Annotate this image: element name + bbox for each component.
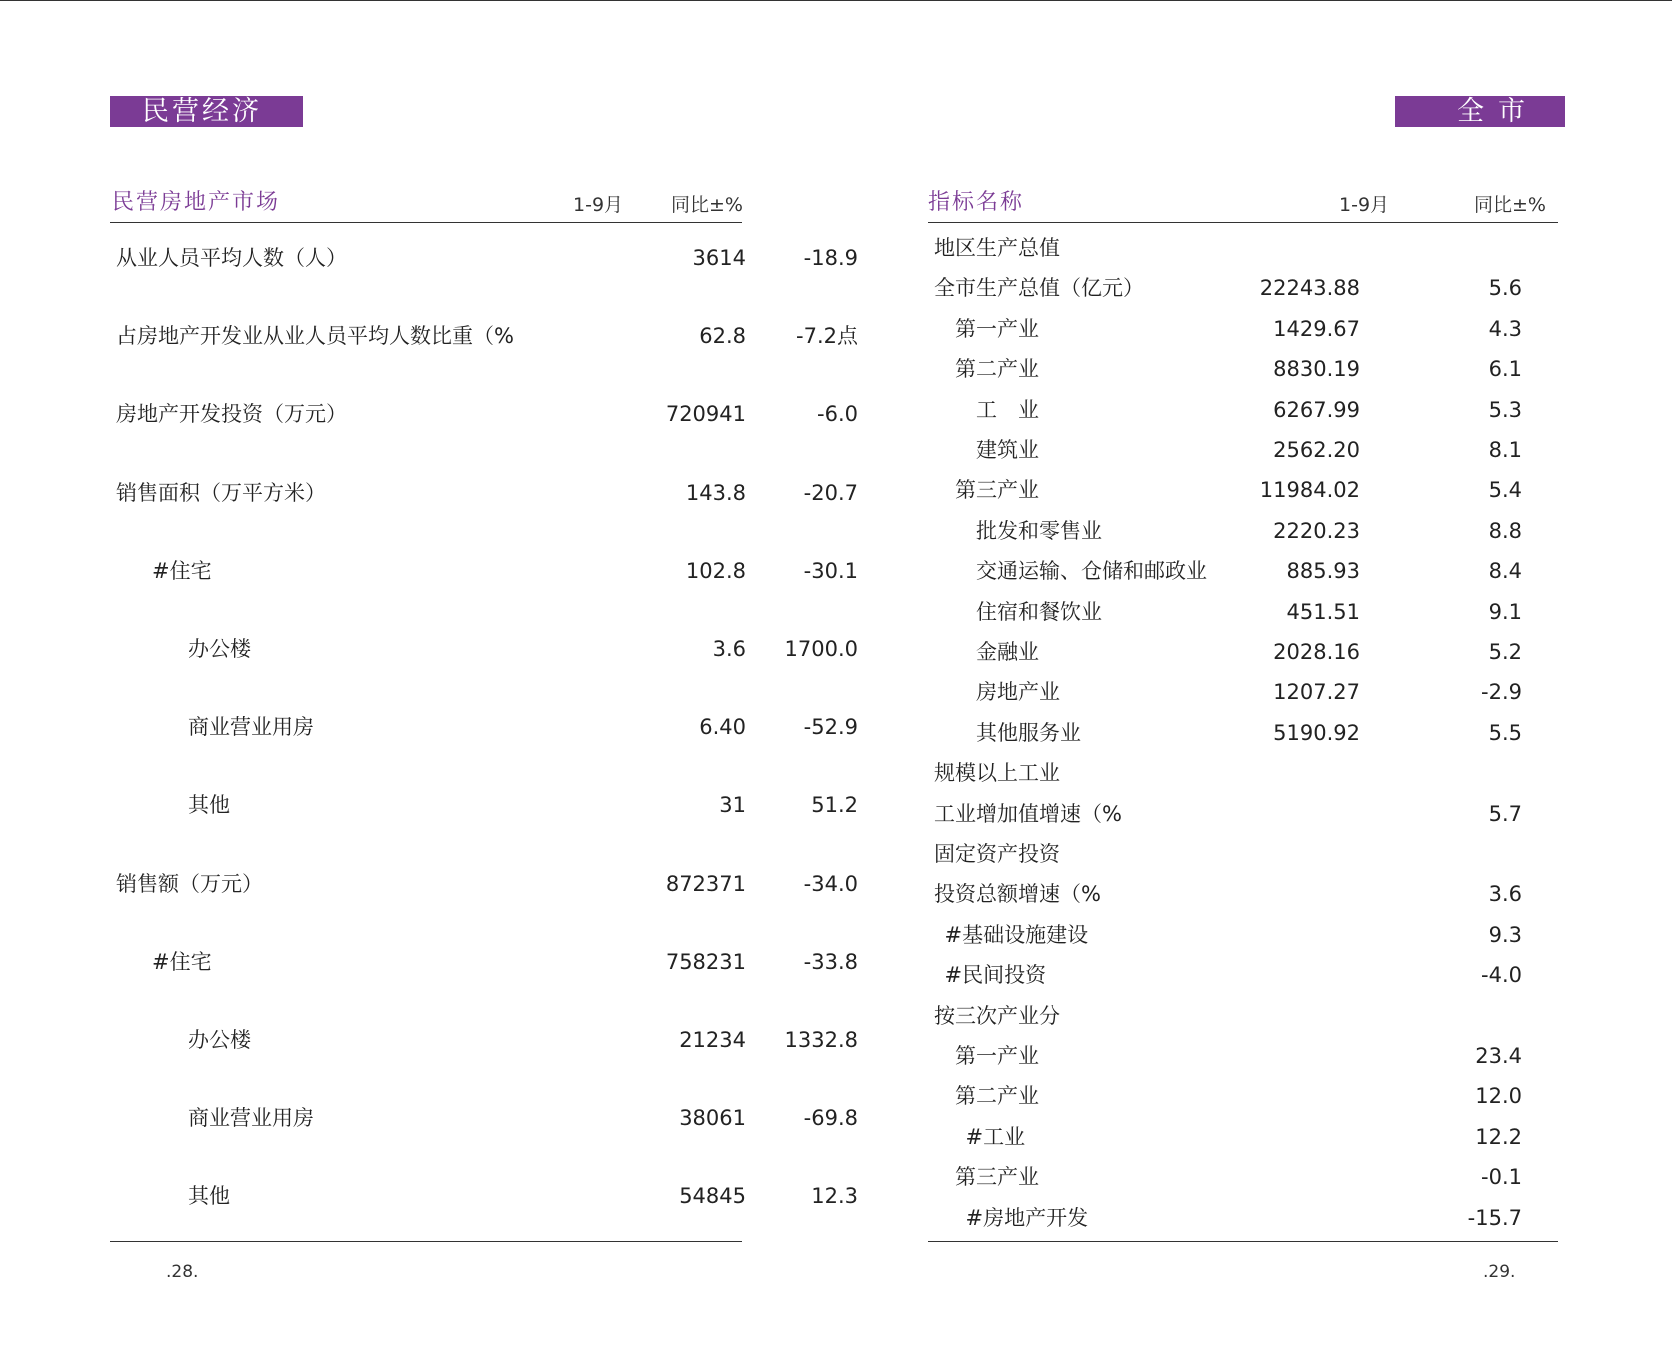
row-value-yoy xyxy=(1360,996,1522,1036)
row-label: 第三产业 xyxy=(955,478,1039,503)
table-row xyxy=(934,228,1558,268)
row-value-period: 720941 xyxy=(665,402,746,427)
row-value-period xyxy=(1160,1198,1360,1238)
table-row xyxy=(116,864,858,904)
row-value-yoy: -30.1 xyxy=(803,558,858,583)
row-label: 其他服务业 xyxy=(976,720,1081,745)
table-row xyxy=(116,473,858,513)
table-row xyxy=(934,996,1558,1036)
table-row xyxy=(116,942,858,982)
table-row xyxy=(934,551,1558,591)
section-badge-private-economy xyxy=(110,96,303,127)
row-value-yoy: 8.4 xyxy=(1488,559,1522,584)
table-row xyxy=(934,632,1558,672)
table-row xyxy=(934,753,1558,793)
left-bottom-rule xyxy=(110,1241,742,1242)
table-row xyxy=(934,794,1558,834)
table-row xyxy=(116,238,858,278)
row-value-period: 54845 xyxy=(679,1184,746,1209)
row-value-yoy: 3.6 xyxy=(1488,882,1522,907)
row-value-yoy: 8.1 xyxy=(1488,438,1522,462)
table-row xyxy=(934,1076,1558,1116)
row-value-period: 38061 xyxy=(679,1106,746,1131)
row-value-period: 6267.99 xyxy=(1273,397,1360,422)
row-label: 规模以上工业 xyxy=(934,761,1060,786)
right-header-rule xyxy=(928,222,1558,223)
row-label: 占房地产开发业从业人员平均人数比重（% xyxy=(116,324,514,349)
row-label: 住宿和餐饮业 xyxy=(976,599,1102,624)
row-value-period: 872371 xyxy=(665,871,746,896)
row-value-period xyxy=(1160,1157,1360,1197)
row-label: 房地产开发投资（万元） xyxy=(116,402,347,427)
section-badge-label: 全市 xyxy=(1457,96,1539,127)
row-label: 其他 xyxy=(188,793,230,818)
row-value-yoy: 5.4 xyxy=(1488,478,1522,503)
row-value-period: 758231 xyxy=(665,949,746,974)
row-value-yoy: -6.0 xyxy=(817,402,858,427)
table-row xyxy=(934,1036,1558,1076)
row-label: 办公楼 xyxy=(188,637,251,661)
row-value-period xyxy=(1160,955,1360,995)
row-value-yoy: 1332.8 xyxy=(784,1028,858,1052)
row-label: 按三次产业分 xyxy=(934,1003,1060,1028)
row-label: 批发和零售业 xyxy=(976,518,1102,543)
row-value-period: 1429.67 xyxy=(1273,316,1360,341)
row-label: 地区生产总值 xyxy=(934,236,1060,260)
row-value-yoy: 5.5 xyxy=(1488,720,1522,745)
row-value-period: 3614 xyxy=(692,246,746,270)
row-value-yoy: 5.2 xyxy=(1488,640,1522,664)
row-label: 第二产业 xyxy=(955,1084,1039,1109)
row-label: 从业人员平均人数（人） xyxy=(116,246,347,270)
row-value-yoy xyxy=(1360,834,1522,874)
row-label: 房地产业 xyxy=(976,680,1060,705)
row-value-period: 31 xyxy=(719,793,746,818)
row-value-period: 3.6 xyxy=(712,637,746,661)
table-row xyxy=(116,316,858,356)
row-label: 销售面积（万平方米） xyxy=(116,480,326,505)
table-row xyxy=(116,551,858,591)
row-label: 办公楼 xyxy=(188,1028,251,1052)
table-row xyxy=(934,592,1558,632)
page-number-right: .29. xyxy=(1483,1262,1516,1282)
table-row xyxy=(934,390,1558,430)
row-value-yoy: -15.7 xyxy=(1467,1205,1522,1230)
row-value-yoy: -4.0 xyxy=(1481,963,1522,988)
row-label: #房地产开发 xyxy=(965,1205,1089,1230)
row-value-period: 2562.20 xyxy=(1273,438,1360,462)
row-value-yoy: 1700.0 xyxy=(784,637,858,661)
table-row xyxy=(934,713,1558,753)
row-value-yoy: 5.3 xyxy=(1488,397,1522,422)
row-label: 第三产业 xyxy=(955,1165,1039,1190)
table-row xyxy=(934,1117,1558,1157)
row-label: 商业营业用房 xyxy=(188,1106,314,1131)
row-value-yoy: 8.8 xyxy=(1488,518,1522,543)
row-value-period xyxy=(1160,996,1360,1036)
left-col-yoy-header: 同比±% xyxy=(671,194,743,216)
table-row xyxy=(116,1176,858,1216)
row-value-period: 6.40 xyxy=(699,715,746,740)
row-value-period: 143.8 xyxy=(685,480,746,505)
row-value-period xyxy=(1160,874,1360,914)
row-value-yoy: 4.3 xyxy=(1488,316,1522,341)
row-value-period xyxy=(1160,1117,1360,1157)
table-row xyxy=(934,309,1558,349)
row-value-period xyxy=(1160,834,1360,874)
row-value-yoy: -34.0 xyxy=(803,871,858,896)
left-col-period-header: 1-9月 xyxy=(573,194,624,216)
row-value-period xyxy=(1160,1076,1360,1116)
row-value-period: 5190.92 xyxy=(1273,720,1360,745)
row-label: #基础设施建设 xyxy=(944,922,1089,947)
left-table-title: 民营房地产市场 xyxy=(112,190,281,215)
row-value-yoy: 6.1 xyxy=(1488,357,1522,382)
row-value-yoy: 23.4 xyxy=(1475,1044,1522,1068)
row-value-yoy: -7.2点 xyxy=(796,324,858,349)
row-value-period: 22243.88 xyxy=(1259,276,1360,301)
table-row xyxy=(934,874,1558,914)
row-value-period xyxy=(1160,1036,1360,1076)
row-value-yoy: 9.1 xyxy=(1488,599,1522,624)
table-row xyxy=(934,672,1558,712)
row-label: 建筑业 xyxy=(976,438,1039,462)
section-badge-label: 民营经济 xyxy=(142,96,262,127)
row-value-yoy: 12.3 xyxy=(811,1184,858,1209)
row-value-yoy: -0.1 xyxy=(1481,1165,1522,1190)
table-row xyxy=(934,834,1558,874)
row-value-period: 2220.23 xyxy=(1273,518,1360,543)
right-col-period-header: 1-9月 xyxy=(1339,194,1390,216)
row-value-yoy: -20.7 xyxy=(803,480,858,505)
left-header-rule xyxy=(110,222,742,223)
section-badge-whole-city xyxy=(1395,96,1565,127)
row-value-period: 885.93 xyxy=(1286,559,1360,584)
table-row xyxy=(934,268,1558,308)
table-row xyxy=(116,1020,858,1060)
row-value-yoy xyxy=(1360,753,1522,793)
row-label: 销售额（万元） xyxy=(116,871,263,896)
row-label: 第一产业 xyxy=(955,1044,1039,1068)
table-row xyxy=(116,785,858,825)
row-value-period: 8830.19 xyxy=(1273,357,1360,382)
table-row xyxy=(116,629,858,669)
row-value-yoy: 5.6 xyxy=(1488,276,1522,301)
row-label: 第一产业 xyxy=(955,316,1039,341)
row-value-period: 62.8 xyxy=(699,324,746,349)
row-label: 其他 xyxy=(188,1184,230,1209)
row-value-yoy: 12.0 xyxy=(1475,1084,1522,1109)
row-value-yoy: 5.7 xyxy=(1488,801,1522,826)
row-value-period: 102.8 xyxy=(685,558,746,583)
row-value-period xyxy=(1160,915,1360,955)
row-value-period: 451.51 xyxy=(1286,599,1360,624)
row-value-yoy: 51.2 xyxy=(811,793,858,818)
row-value-period: 11984.02 xyxy=(1259,478,1360,503)
row-value-yoy: -52.9 xyxy=(803,715,858,740)
row-label: #工业 xyxy=(965,1124,1026,1149)
row-label: 金融业 xyxy=(976,640,1039,664)
table-row xyxy=(934,955,1558,995)
table-row xyxy=(934,1198,1558,1238)
row-label: 全市生产总值（亿元） xyxy=(934,276,1144,301)
row-value-period: 2028.16 xyxy=(1273,640,1360,664)
row-label: #住宅 xyxy=(152,949,212,974)
right-bottom-rule xyxy=(928,1241,1558,1242)
table-row xyxy=(116,1098,858,1138)
row-label: 工业增加值增速（% xyxy=(934,801,1122,826)
row-label: 第二产业 xyxy=(955,357,1039,382)
table-row xyxy=(934,430,1558,470)
row-label: #住宅 xyxy=(152,558,212,583)
row-label: 固定资产投资 xyxy=(934,842,1060,866)
row-label: 工 业 xyxy=(976,397,1039,422)
row-label: 交通运输、仓储和邮政业 xyxy=(976,559,1207,584)
right-col-yoy-header: 同比±% xyxy=(1474,194,1546,216)
row-value-yoy xyxy=(1360,228,1522,268)
table-row xyxy=(934,915,1558,955)
table-row xyxy=(934,1157,1558,1197)
row-value-yoy: 12.2 xyxy=(1475,1124,1522,1149)
row-value-yoy: -18.9 xyxy=(803,246,858,270)
table-row xyxy=(116,394,858,434)
row-value-period: 21234 xyxy=(679,1028,746,1052)
table-row xyxy=(116,707,858,747)
table-row xyxy=(934,511,1558,551)
table-row xyxy=(934,349,1558,389)
page-number-left: .28. xyxy=(166,1262,199,1282)
row-value-yoy: -2.9 xyxy=(1481,680,1522,705)
table-row xyxy=(934,470,1558,510)
row-value-period xyxy=(1160,228,1360,268)
row-value-period: 1207.27 xyxy=(1273,680,1360,705)
row-label: #民间投资 xyxy=(944,963,1047,988)
right-table-title: 指标名称 xyxy=(928,190,1025,215)
row-label: 商业营业用房 xyxy=(188,715,314,740)
row-value-yoy: 9.3 xyxy=(1488,922,1522,947)
row-value-yoy: -69.8 xyxy=(803,1106,858,1131)
row-value-period xyxy=(1160,753,1360,793)
row-value-yoy: -33.8 xyxy=(803,949,858,974)
top-border xyxy=(0,0,1672,1)
row-label: 投资总额增速（% xyxy=(934,882,1101,907)
row-value-period xyxy=(1160,794,1360,834)
